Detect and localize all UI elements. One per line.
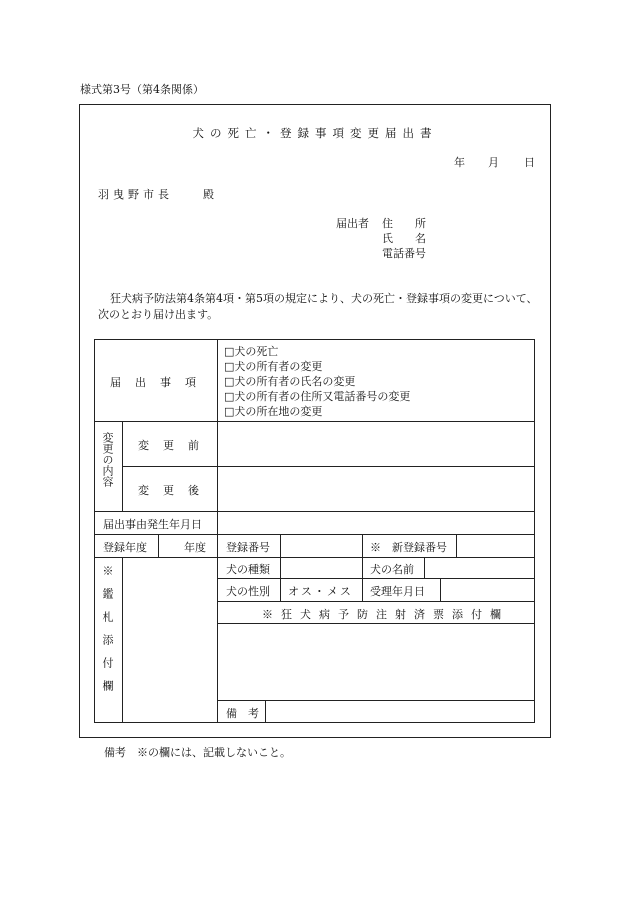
notification-matters-label: 届出事項 bbox=[110, 376, 210, 389]
option-dog-location-change[interactable]: □犬の所在地の変更 bbox=[224, 405, 323, 418]
table-rule bbox=[94, 511, 535, 512]
footer-note: 備考 ※の欄には、記載しないこと。 bbox=[104, 746, 291, 759]
sex-label: 犬の性別 bbox=[226, 585, 270, 598]
date-year-label: 年 bbox=[454, 156, 465, 169]
applicant-prefix: 届出者 bbox=[336, 217, 369, 230]
date-month-label: 月 bbox=[488, 156, 499, 169]
vaccination-tag-label: ※狂犬病予防注射済票添付欄 bbox=[262, 608, 509, 621]
table-rule bbox=[122, 557, 123, 723]
option-owner-change[interactable]: □犬の所有者の変更 bbox=[224, 360, 323, 373]
sex-value: オス・メス bbox=[288, 585, 353, 598]
option-dog-death[interactable]: □犬の死亡 bbox=[224, 345, 279, 358]
breed-label: 犬の種類 bbox=[226, 563, 270, 576]
registration-year-label: 登録年度 bbox=[103, 541, 147, 554]
table-rule bbox=[362, 534, 363, 601]
applicant-name-label: 氏 名 bbox=[382, 232, 426, 245]
table-rule bbox=[158, 534, 159, 557]
form-title: 犬の死亡・登録事項変更届出書 bbox=[192, 126, 438, 140]
form-number-label: 様式第3号（第4条関係） bbox=[80, 83, 204, 96]
applicant-phone-label: 電話番号 bbox=[382, 247, 426, 260]
table-rule bbox=[280, 534, 281, 601]
table-rule bbox=[217, 623, 535, 624]
date-day-label: 日 bbox=[524, 156, 535, 169]
table-rule bbox=[424, 557, 425, 578]
table-rule bbox=[217, 339, 218, 723]
table-rule bbox=[456, 534, 457, 557]
table-rule bbox=[94, 534, 535, 535]
tag-column-label: ※鑑札添付欄 bbox=[101, 565, 114, 703]
new-registration-number-label: ※ 新登録番号 bbox=[370, 541, 447, 554]
dog-name-label: 犬の名前 bbox=[370, 563, 414, 576]
declaration-text: 狂犬病予防法第4条第4項・第5項の規定により、犬の死亡・登録事項の変更について、次のとおり届け出ます。 bbox=[98, 292, 538, 321]
table-rule bbox=[94, 421, 535, 422]
occurrence-date-label: 届出事由発生年月日 bbox=[103, 518, 202, 531]
table-rule bbox=[94, 557, 535, 558]
registration-number-label: 登録番号 bbox=[226, 541, 270, 554]
table-rule bbox=[217, 578, 535, 579]
before-change-label: 変更前 bbox=[138, 439, 213, 452]
received-date-label: 受理年月日 bbox=[370, 585, 425, 598]
option-owner-name-change[interactable]: □犬の所有者の氏名の変更 bbox=[224, 375, 356, 388]
addressee: 羽曳野市長 殿 bbox=[98, 188, 218, 201]
option-owner-address-phone-change[interactable]: □犬の所有者の住所又電話番号の変更 bbox=[224, 390, 411, 403]
table-rule bbox=[265, 700, 266, 723]
table-rule bbox=[217, 601, 535, 602]
fiscal-year-label: 年度 bbox=[184, 541, 206, 554]
applicant-address-label: 住 所 bbox=[382, 217, 426, 230]
table-rule bbox=[122, 421, 123, 511]
table-rule bbox=[122, 466, 535, 467]
after-change-label: 変更後 bbox=[138, 484, 213, 497]
change-content-label: 変更の内容 bbox=[101, 432, 114, 487]
remarks-label: 備 考 bbox=[226, 707, 259, 720]
table-rule bbox=[440, 578, 441, 601]
